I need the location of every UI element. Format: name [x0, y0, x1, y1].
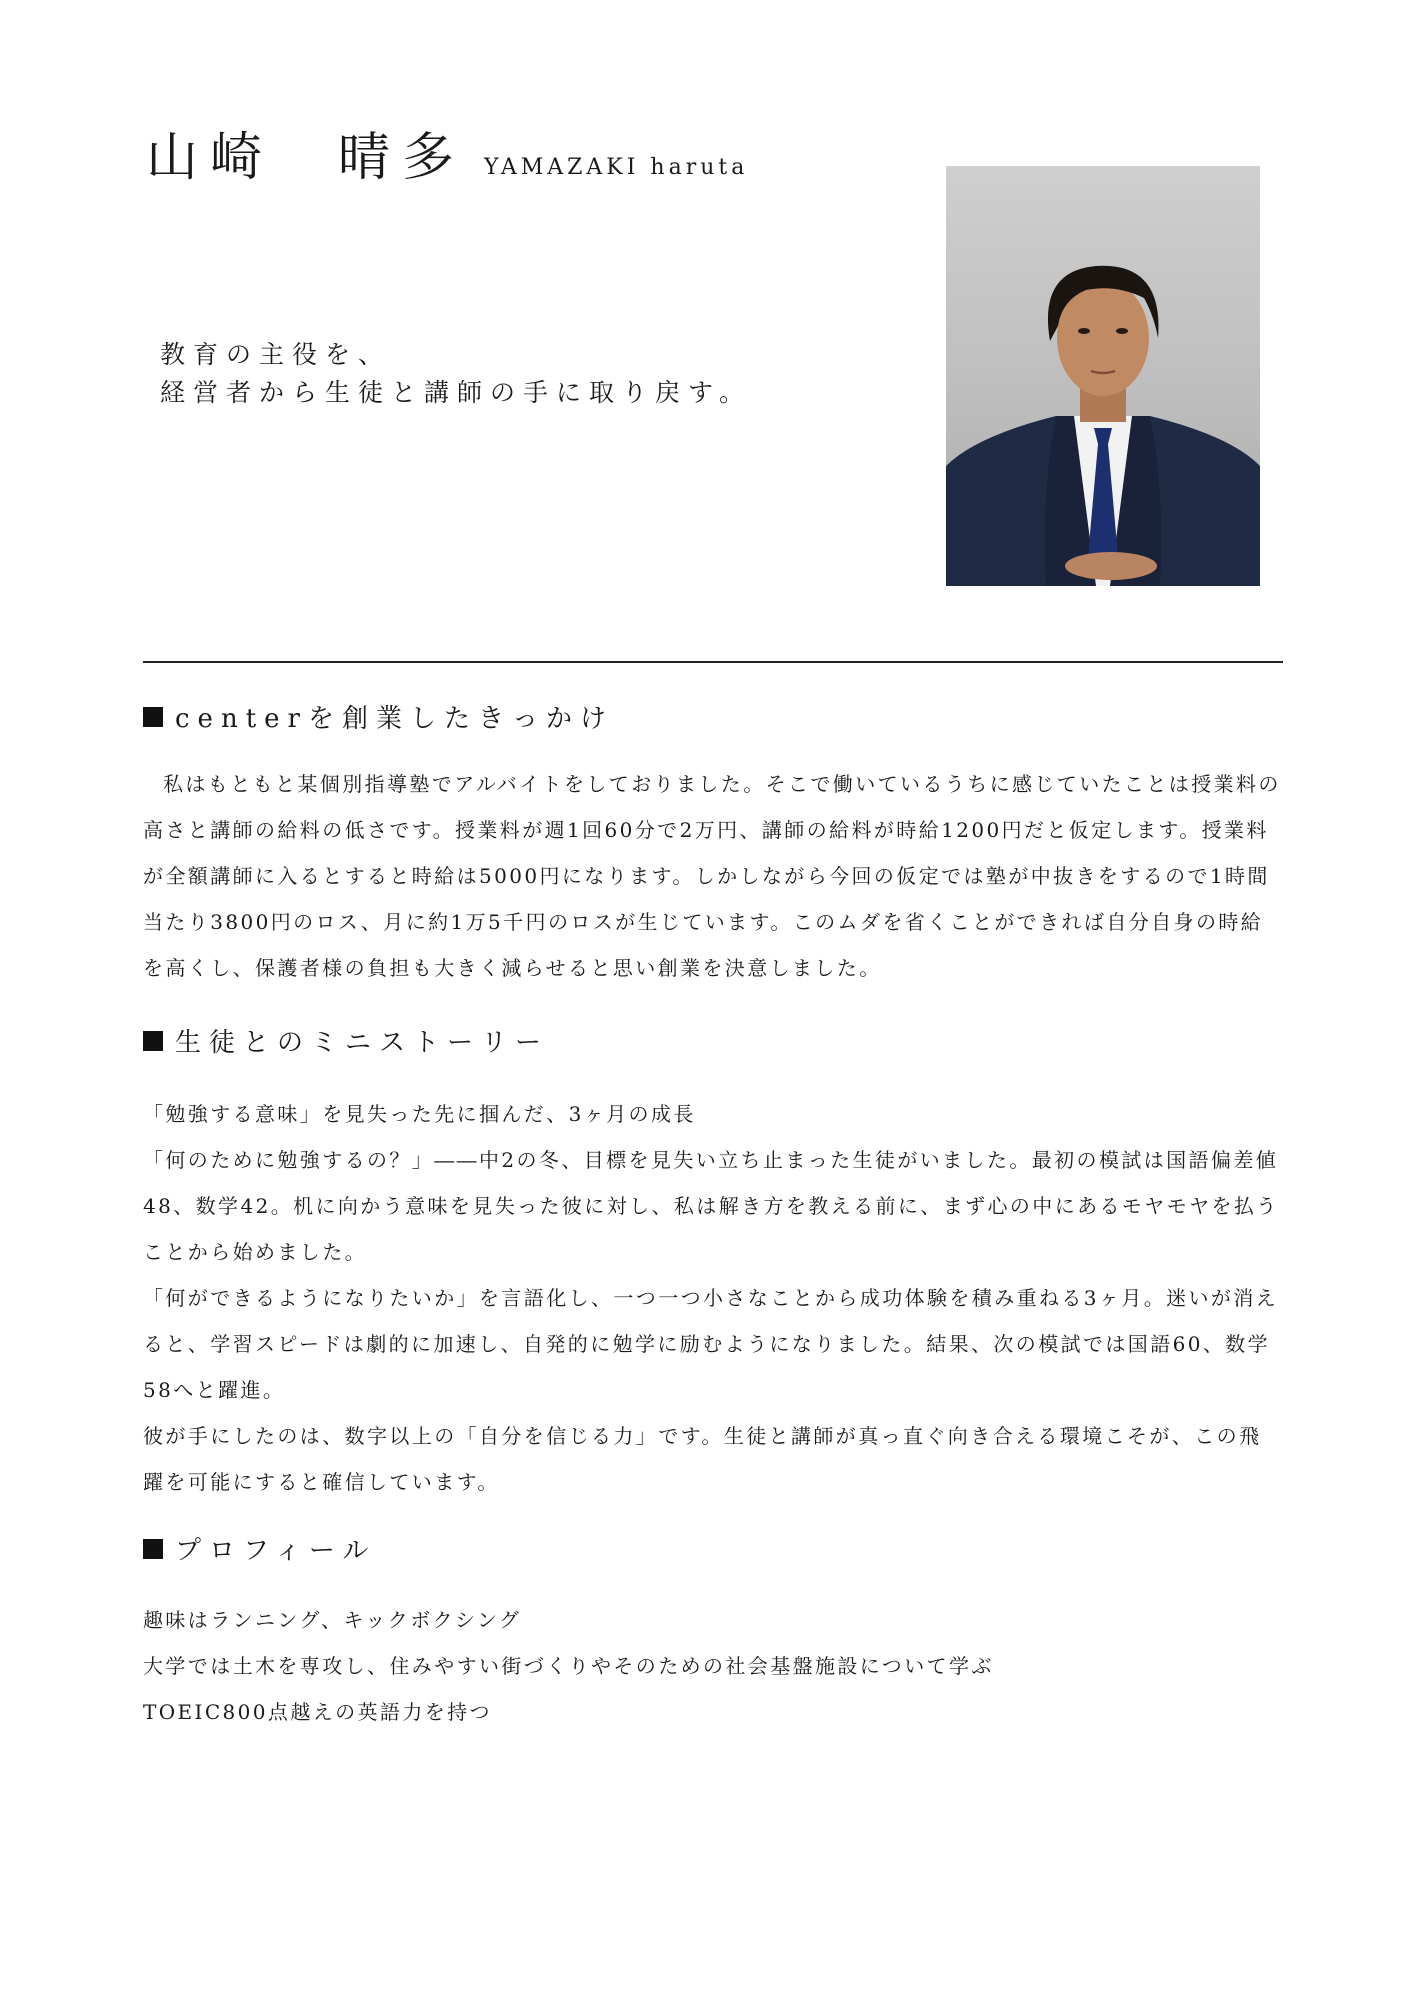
portrait-illustration	[946, 166, 1260, 586]
section-profile	[143, 1530, 1283, 1735]
square-bullet-icon	[143, 1031, 163, 1051]
name-japanese: 山崎 晴多	[146, 128, 467, 188]
section-title-text: プロフィール	[175, 1536, 377, 1566]
story-paragraph: 「何のために勉強するの？」――中2の冬、目標を見失い立ち止まった生徒がいました。最初の模試は国語偏差値48、数学42。机に向かう意味を見失った彼に対し、私は解き方を教える前に、まず心の中にあるモヤモヤを払うことから始めました。	[143, 1148, 1279, 1264]
tagline	[160, 336, 752, 412]
name-english: YAMAZAKI haruta	[484, 155, 749, 180]
section-founding	[143, 698, 1283, 991]
profile-item: 大学では土木を専攻し、住みやすい街づくりやそのための社会基盤施設について学ぶ	[143, 1654, 994, 1678]
name-block	[146, 128, 749, 188]
story-body	[143, 1091, 1283, 1505]
profile-item: TOEIC800点越えの英語力を持つ	[143, 1700, 492, 1724]
square-bullet-icon	[143, 707, 163, 727]
tagline-line-1: 教育の主役を、	[160, 340, 392, 369]
section-title-story	[143, 1022, 1283, 1059]
founding-body: 私はもともと某個別指導塾でアルバイトをしておりました。そこで働いているうちに感じていたことは授業料の高さと講師の給料の低さです。授業料が週1回60分で2万円、講師の給料が時給1200円だと仮定します。授業料が全額講師に入るとすると時給は5000円になります。しかしながら今回の仮定では塾が中抜きをするので1時間当たり3800円のロス、月に約1万5千円のロスが生じています。このムダを省くことができれば自分自身の時給を高くし、保護者様の負担も大きく減らせると思い創業を決意しました。	[143, 772, 1281, 980]
section-title-founding	[143, 698, 1283, 735]
profile-list	[143, 1597, 1283, 1735]
story-heading: 「勉強する意味」を見失った先に掴んだ、3ヶ月の成長	[143, 1102, 696, 1126]
story-paragraph: 彼が手にしたのは、数字以上の「自分を信じる力」です。生徒と講師が真っ直ぐ向き合える環境こそが、この飛躍を可能にすると確信しています。	[143, 1424, 1262, 1494]
profile-photo	[946, 166, 1260, 586]
section-title-profile	[143, 1530, 1283, 1567]
section-title-text: 生徒とのミニストーリー	[175, 1028, 550, 1058]
hands	[1065, 552, 1157, 580]
square-bullet-icon	[143, 1539, 163, 1559]
divider	[143, 661, 1283, 663]
eye-left	[1078, 328, 1090, 334]
section-story	[143, 1022, 1283, 1505]
section-title-text: centerを創業したきっかけ	[175, 704, 614, 734]
profile-item: 趣味はランニング、キックボクシング	[143, 1608, 522, 1632]
tagline-line-2: 経営者から生徒と講師の手に取り戻す。	[160, 378, 753, 407]
eye-right	[1116, 328, 1128, 334]
story-paragraph: 「何ができるようになりたいか」を言語化し、一つ一つ小さなことから成功体験を積み重ねる3ヶ月。迷いが消えると、学習スピードは劇的に加速し、自発的に勉学に励むようになりました。結果、次の模試では国語60、数学58へと躍進。	[143, 1286, 1279, 1402]
